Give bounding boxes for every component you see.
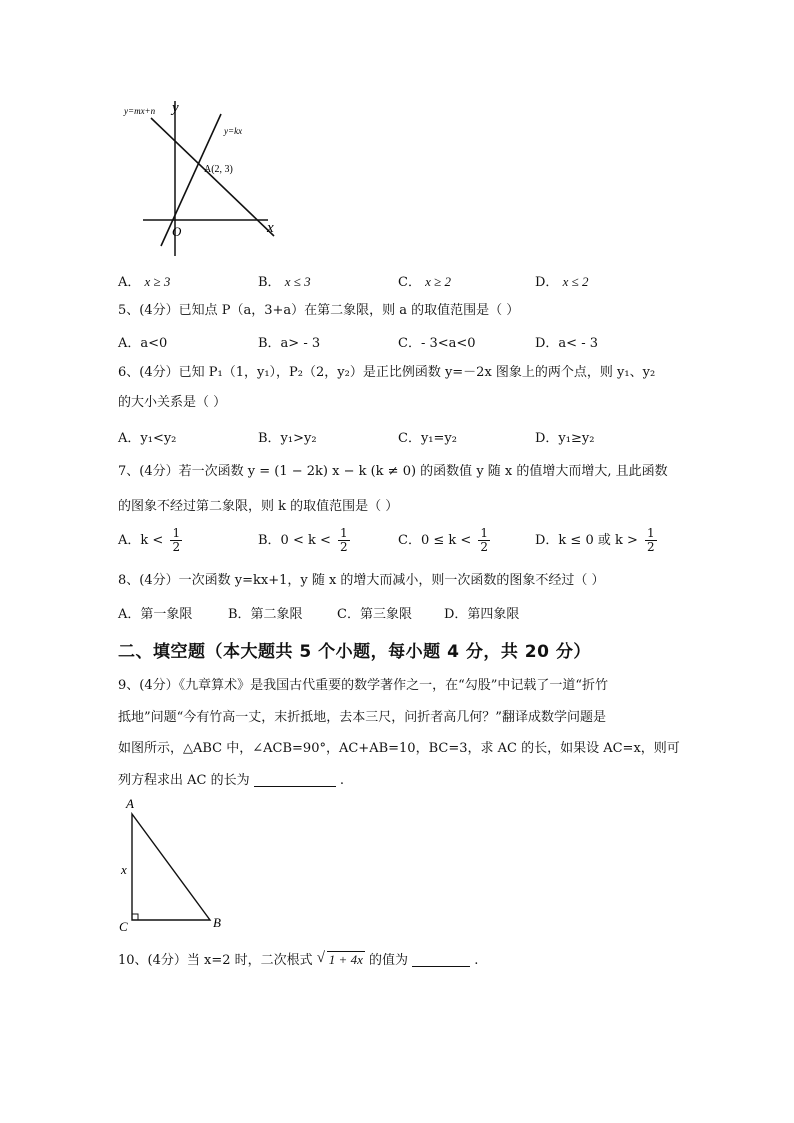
vertex-a: A — [126, 796, 134, 811]
answer-blank[interactable] — [412, 952, 470, 967]
q8-option-a: A．第一象限 — [118, 607, 193, 622]
q9-line3: 如图所示，△ABC 中，∠ACB=90°，AC+AB=10，BC=3，求 AC 的长，如果设 AC=x，则可 — [118, 741, 680, 756]
q7-option-c — [398, 527, 490, 554]
q4-option-c — [398, 271, 451, 290]
right-angle-mark — [132, 914, 138, 920]
q7-stem-line2: 的图象不经过第二象限，则 k 的取值范围是（ ） — [118, 499, 399, 514]
q6-option-b: B．y₁>y₂ — [258, 431, 317, 446]
q9-line4-end: . — [339, 773, 345, 788]
q4-option-d-text: x ≤ 2 — [562, 274, 589, 289]
q7-option-a-text: A．k < — [118, 533, 164, 548]
q6-option-a: A．y₁<y₂ — [118, 431, 177, 446]
label-line1: y=mx+n — [124, 106, 156, 116]
q8-option-d: D．第四象限 — [444, 607, 520, 622]
q9-line1: 9、(4分）《九章算术》是我国古代重要的数学著作之一，在“勾股”中记载了一道“折竹 — [118, 678, 609, 693]
q6-option-c: C．y₁=y₂ — [398, 431, 457, 446]
q9-line2: 抵地”问题“今有竹高一丈，末折抵地，去本三尺，问折者高几何？”翻译成数学问题是 — [118, 710, 606, 725]
label-point-a: A(2, 3) — [204, 164, 233, 175]
q10-stem — [118, 951, 478, 970]
q4-option-a-letter: A． — [118, 275, 141, 290]
q7-option-c-text: C．0 ≤ k < — [398, 533, 472, 548]
line-mx-n — [151, 118, 274, 236]
q5-option-b: B．a> - 3 — [258, 336, 321, 351]
fraction-denominator: 2 — [480, 540, 489, 554]
q7-stem-line1: 7、(4分）若一次函数 y = (1 − 2k) x − k (k ≠ 0) 的函数值 y 随 x 的值增大而增大, 且此函数 — [118, 464, 668, 479]
q4-option-b-letter: B． — [258, 275, 281, 290]
q5-stem: 5、(4分）已知点 P（a，3+a）在第二象限，则 a 的取值范围是（ ） — [118, 303, 520, 318]
vertex-b: B — [213, 915, 221, 930]
label-line2: y=kx — [224, 126, 243, 136]
label-o: O — [172, 224, 182, 239]
side-x-label: x — [121, 862, 127, 877]
triangle-shape — [132, 814, 210, 920]
fraction-denominator: 2 — [172, 540, 181, 554]
q7-option-d-text: D．k ≤ 0 或 k > — [535, 533, 638, 548]
q10-end: . — [474, 953, 479, 968]
q10-text-pre: 10、(4分）当 x=2 时，二次根式 — [118, 953, 313, 968]
fraction-numerator: 1 — [480, 526, 489, 540]
section-title: 二、填空题（本大题共 5 个小题，每小题 4 分，共 20 分） — [118, 642, 591, 662]
q4-option-d-letter: D． — [535, 275, 559, 290]
fraction-numerator: 1 — [340, 526, 348, 540]
fraction-one-half — [170, 527, 182, 554]
q6-option-d: D．y₁≥y₂ — [535, 431, 595, 446]
q6-stem-line1: 6、(4分）已知 P₁（1，y₁），P₂（2，y₂）是正比例函数 y=－2x 图象上的两个点，则 y₁、y₂ — [118, 365, 656, 380]
q4-option-c-text: x ≥ 2 — [425, 274, 451, 289]
sqrt-radicand: 1 + 4x — [328, 952, 363, 967]
line-kx — [161, 114, 221, 246]
q10-text-post: 的值为 — [368, 953, 408, 968]
q4-option-c-letter: C． — [398, 275, 421, 290]
q8-option-b: B．第二象限 — [228, 607, 303, 622]
fraction-denominator: 2 — [647, 540, 655, 554]
linear-functions-graph — [118, 96, 288, 261]
answer-blank[interactable] — [254, 772, 336, 787]
q5-option-c: C．- 3<a<0 — [398, 336, 476, 351]
label-x: x — [267, 220, 274, 236]
q9-line4 — [118, 772, 344, 790]
q5-option-d: D．a< - 3 — [535, 336, 598, 351]
q7-option-b-text: B．0 < k < — [258, 533, 331, 548]
q4-option-a — [118, 271, 170, 290]
sqrt-expression — [317, 951, 365, 969]
fraction-one-half — [478, 527, 490, 554]
fraction-denominator: 2 — [340, 540, 348, 554]
q4-option-a-text: x ≥ 3 — [144, 274, 171, 289]
q8-stem: 8、(4分）一次函数 y=kx+1，y 随 x 的增大而减小，则一次函数的图象不经过（ ） — [118, 573, 605, 588]
q7-option-a — [118, 527, 182, 554]
q6-stem-line2: 的大小关系是（ ） — [118, 395, 227, 410]
fraction-one-half — [338, 527, 350, 554]
fraction-numerator: 1 — [172, 526, 181, 540]
fraction-numerator: 1 — [647, 526, 655, 540]
q4-option-b-text: x ≤ 3 — [284, 274, 311, 289]
q8-option-c: C．第三象限 — [337, 607, 412, 622]
label-y: y — [172, 100, 179, 116]
q5-option-a: A．a<0 — [118, 336, 168, 351]
q9-line4-text: 列方程求出 AC 的长为 — [118, 773, 250, 788]
q4-option-b — [258, 271, 311, 290]
right-triangle-figure — [112, 794, 232, 936]
q4-option-d — [535, 271, 588, 290]
fraction-one-half — [645, 527, 657, 554]
vertex-c: C — [119, 919, 128, 934]
q7-option-d — [535, 527, 657, 554]
q7-option-b — [258, 527, 350, 554]
